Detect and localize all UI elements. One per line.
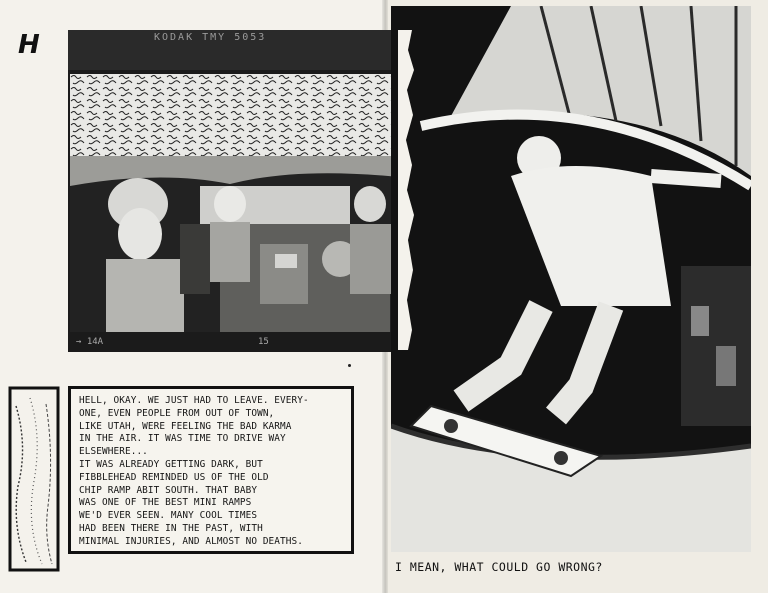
story-text-box xyxy=(68,386,354,554)
skater-photo xyxy=(391,6,751,552)
film-frame-number-left: → 14A xyxy=(76,337,104,347)
film-edge-code: KODAK TMY 5053 xyxy=(154,32,267,43)
decorative-texture-panel xyxy=(8,386,60,572)
story-text: HELL, OKAY. WE JUST HAD TO LEAVE. EVERY- ONE, EVEN PEOPLE FROM OUT OF TOWN, LIKE UTAH, WERE FEELING THE BAD KARMA IN THE AIR. IT WAS TIME TO DRIVE WAY ELSEWHERE... IT WAS ALREADY GETTING DARK, BUT FIBBLEHEAD REMINDED US OF THE OLD CHIP RAMP ABIT SOUTH. THAT BABY WAS ONE OF THE BEST MINI RAMPS WE'D EVER SEEN. MANY COOL TIMES HAD BEEN THERE IN THE PAST, WITH MINIMAL INJURIES, AND ALMOST NO DEATHS. xyxy=(79,395,309,547)
film-frame-number-center: 15 xyxy=(258,337,269,347)
speck xyxy=(348,364,351,367)
photo-caption: I MEAN, WHAT COULD GO WRONG? xyxy=(395,560,603,574)
chapter-letter: H xyxy=(18,30,40,60)
torn-paper-edge xyxy=(398,30,428,350)
car-interior-photo xyxy=(70,74,408,332)
film-frame xyxy=(68,30,410,352)
